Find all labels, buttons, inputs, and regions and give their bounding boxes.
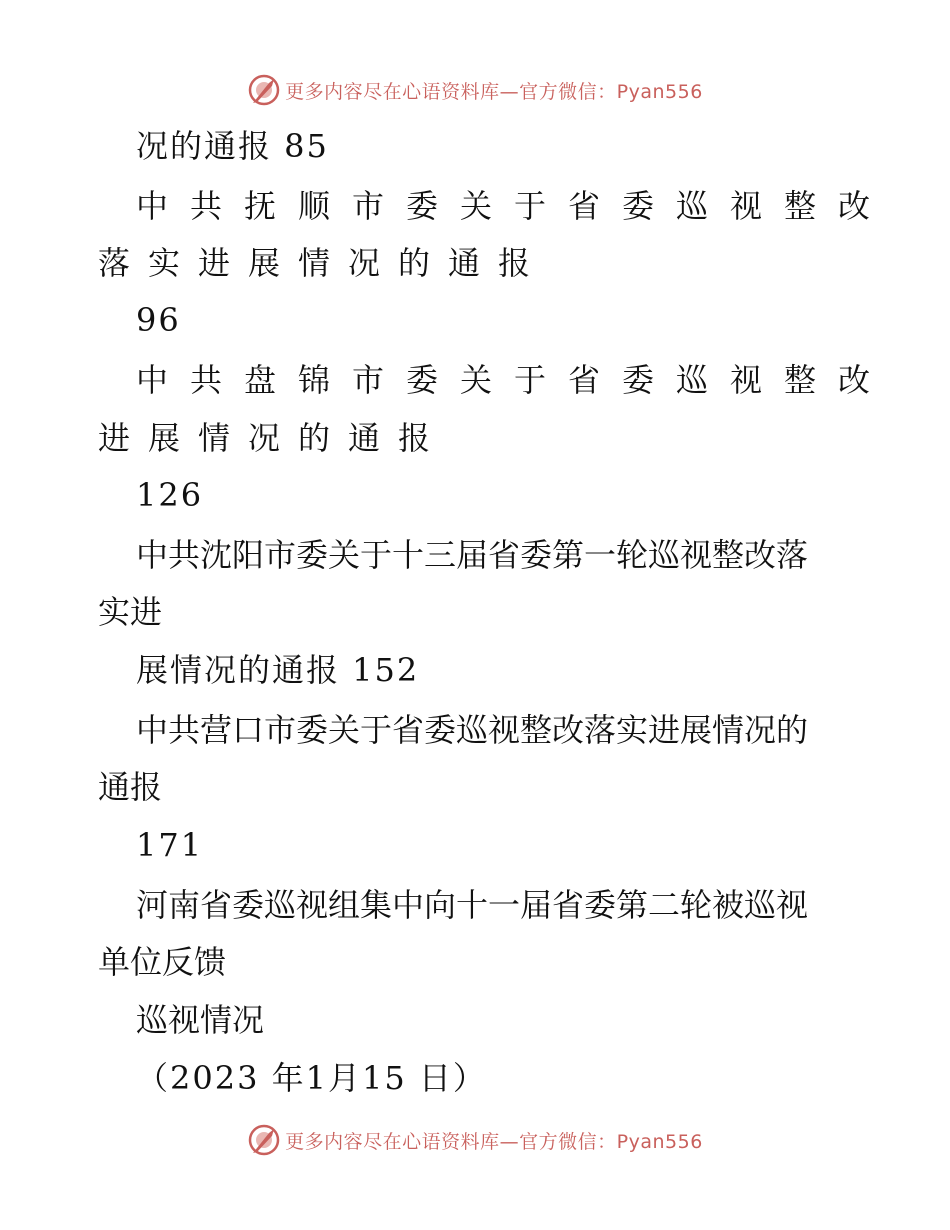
toc-line: 中共沈阳市委关于十三届省委第一轮巡视整改落	[136, 536, 809, 574]
toc-line: 中共抚顺市委关于省委巡视整改	[136, 187, 893, 225]
toc-line: 单位反馈	[98, 943, 227, 981]
toc-line: 实进	[98, 593, 163, 631]
toc-line: 落实进展情况的通报	[98, 244, 549, 282]
toc-line: 中共营口市委关于省委巡视整改落实进展情况的	[136, 711, 809, 749]
quill-seal-icon	[247, 1123, 281, 1157]
watermark-footer	[0, 1120, 950, 1160]
toc-line: 河南省委巡视组集中向十一届省委第二轮被巡视	[136, 886, 809, 924]
watermark-text: 更多内容尽在心语资料库—官方微信：Pyan556	[285, 80, 703, 103]
toc-line: 进展情况的通报	[98, 419, 449, 457]
watermark-header	[0, 70, 950, 110]
toc-line: 中共盘锦市委关于省委巡视整改	[136, 361, 893, 399]
toc-line: 况的通报 85	[136, 127, 329, 165]
date-line: （2023 年1月15 日）	[136, 1059, 487, 1097]
toc-page-number: 126	[136, 476, 204, 514]
quill-seal-icon	[247, 73, 281, 107]
toc-page-number: 171	[136, 826, 204, 864]
toc-line: 通报	[98, 768, 163, 806]
toc-line: 展情况的通报 152	[136, 651, 420, 689]
toc-line: 巡视情况	[136, 1001, 265, 1039]
watermark-text: 更多内容尽在心语资料库—官方微信：Pyan556	[285, 1130, 703, 1153]
toc-page-number: 96	[136, 301, 181, 339]
